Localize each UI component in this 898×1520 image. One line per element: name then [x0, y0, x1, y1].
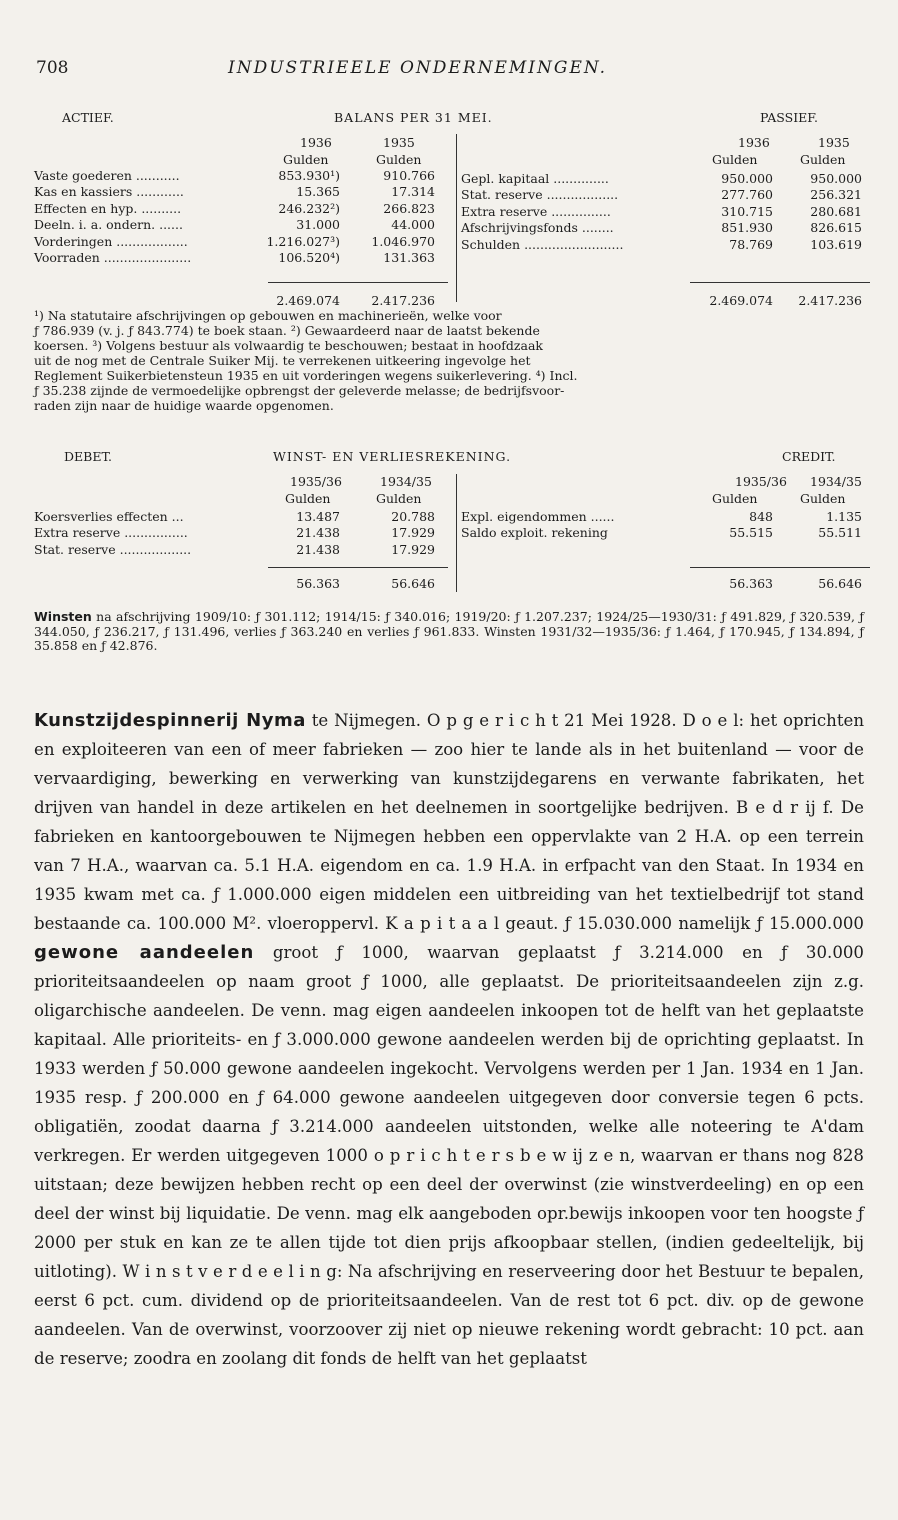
actief-total-1936: 2.469.074: [276, 293, 340, 308]
share-type-emphasis: gewone aandeelen: [34, 942, 255, 963]
unit-credit-1: Gulden: [712, 491, 758, 506]
credit-row-label: Saldo exploit. rekening: [461, 525, 608, 541]
passief-row-value: 280.681: [810, 203, 862, 219]
credit-total-2: 56.646: [818, 576, 862, 591]
debet-row-value: 17.929: [391, 541, 435, 557]
credit-row-value: 848: [749, 509, 773, 524]
passief-row-label: Extra reserve ...............: [461, 203, 611, 219]
unit-credit-2: Gulden: [800, 491, 846, 506]
earnings-text: na afschrijving 1909/10: ƒ 301.112; 1914/15: ƒ 340.016; 1919/20: ƒ 1.207.237; 1924/25—1930/31: ƒ 491.829, ƒ 320.539, ƒ 344.050, ƒ 236.217, ƒ 131.496, verlies ƒ 363.240 en verlies ƒ 961.833. Winsten 1931/32—1935/36: ƒ 1.464, ƒ 170.945, ƒ 134.894, ƒ 35.858 en ƒ 42.876.: [34, 609, 864, 653]
actief-row-value: 17.314: [391, 184, 435, 200]
credit-row-value: 55.515: [729, 525, 773, 541]
running-title: INDUSTRIEELE ONDERNEMINGEN.: [228, 58, 608, 78]
passief-row-value: 277.760: [721, 187, 773, 203]
passief-total-rule: [690, 282, 870, 283]
actief-row-value: 853.930¹): [278, 168, 340, 183]
actief-row-label: Deeln. i. a. ondern. ......: [34, 217, 183, 233]
passief-label: PASSIEF.: [760, 110, 818, 125]
credit-total-1: 56.363: [729, 576, 773, 591]
actief-row-value: 1.216.027³): [266, 233, 340, 249]
footnote-line: uit de nog met de Centrale Suiker Mij. te verrekenen uitkeering ingevolge het: [34, 353, 531, 368]
actief-row-value: 131.363: [383, 250, 435, 265]
actief-total-1935: 2.417.236: [371, 293, 435, 308]
profit-loss-divider: [456, 474, 457, 592]
year-1935-36: 1935/36: [290, 474, 342, 489]
year-1935-36-right: 1935/36: [735, 474, 787, 489]
actief-row-value: 106.520⁴): [278, 250, 340, 265]
unit-1936-right: Gulden: [712, 152, 758, 167]
company-name: Kunstzijdespinnerij Nyma: [34, 710, 306, 731]
passief-row-label: Afschrijvingsfonds ........: [461, 220, 614, 236]
unit-debet-1: Gulden: [285, 491, 331, 506]
footnote-line: raden zijn naar de huidige waarde opgenomen.: [34, 398, 334, 413]
company-entry: [34, 706, 864, 1373]
footnote-line: ƒ 35.238 zijnde de vermoedelijke opbrengst der geleverde melasse; de bedrijfsvoor-: [34, 383, 565, 398]
footnote-line: koersen. ³) Volgens bestuur als volwaardig te beschouwen; bestaat in hoofdzaak: [34, 338, 543, 353]
footnote-line: Reglement Suikerbietensteun 1935 en uit vorderingen wegens suikerlevering. ⁴) Incl.: [34, 368, 578, 383]
passief-row-label: Gepl. kapitaal ..............: [461, 171, 609, 186]
year-1934-35-right: 1934/35: [810, 474, 862, 489]
actief-row-label: Effecten en hyp. ..........: [34, 200, 182, 216]
credit-row-label: Expl. eigendommen ......: [461, 509, 615, 524]
debet-row-label: Stat. reserve ..................: [34, 541, 192, 557]
actief-row-value: 910.766: [383, 168, 435, 183]
year-1934-35: 1934/35: [380, 474, 432, 489]
debet-total-1: 56.363: [296, 576, 340, 591]
debet-row-value: 21.438: [296, 541, 340, 557]
debet-row-label: Extra reserve ................: [34, 525, 188, 541]
year-1936-right: 1936: [738, 135, 770, 150]
passief-total-1936: 2.469.074: [709, 293, 773, 308]
debet-label: DEBET.: [64, 449, 112, 464]
passief-row-value: 950.000: [810, 171, 862, 186]
passief-row-label: Schulden .........................: [461, 236, 624, 252]
passief-row-value: 851.930: [721, 220, 773, 236]
credit-label: CREDIT.: [782, 449, 836, 464]
actief-row-label: Vaste goederen ...........: [34, 168, 180, 183]
passief-row-value: 103.619: [810, 236, 862, 252]
entry-text-part-2: groot ƒ 1000, waarvan geplaatst ƒ 3.214.000 en ƒ 30.000 prioriteitsaandeelen op naam groot ƒ 1000, alle geplaatst. De prioriteitsaandeelen zijn z.g. oligarchische aandeelen. De venn. mag eigen aandeelen inkoopen tot de helft van het geplaatste kapitaal. Alle prioriteits- en ƒ 3.000.000 gewone aandeelen werden bij de oprichting geplaatst. In 1933 werden ƒ 50.000 gewone aandeelen ingekocht. Vervolgens werden per 1 Jan. 1934 en 1 Jan. 1935 resp. ƒ 200.000 en ƒ 64.000 gewone aandeelen uitgegeven door conversie tegen 6 pcts. obligatiën, zoodat daarna ƒ 3.214.000 aandeelen uitstonden, welke alle noteering te A'dam verkregen. Er werden uitgegeven 1000 o p r i c h t e r s b e w ij z e n, waarvan er thans nog 828 uitstaan; deze bewijzen hebben recht op een deel der overwinst (zie winstverdeeling) en op een deel der winst bij liquidatie. De venn. mag elk aangeboden opr.bewijs inkoopen voor ten hoogste ƒ 2000 per stuk en kan ze te allen tijde tot dien prijs afkoopbaar stellen, (indien gedeeltelijk, bij uitloting). W i n s t v e r d e e l i n g: Na afschrijving en reserveering door het Bestuur te bepalen, eerst 6 pct. cum. dividend op de prioriteitsaandeelen. Van de rest tot 6 pct. div. op de gewone aandeelen. Van de overwinst, voorzoover zij niet op nieuwe rekening wordt gebracht: 10 pct. aan de reserve; zoodra en zoolang dit fonds de helft van het geplaatst: [34, 943, 864, 1368]
debet-row-value: 17.929: [391, 525, 435, 541]
passief-total-1935: 2.417.236: [798, 293, 862, 308]
unit-debet-2: Gulden: [376, 491, 422, 506]
passief-row-value: 310.715: [721, 203, 773, 219]
actief-row-value: 246.232²): [278, 200, 340, 216]
page-number: 708: [36, 58, 69, 78]
actief-row-value: 15.365: [296, 184, 340, 200]
unit-1936: Gulden: [283, 152, 329, 167]
actief-label: ACTIEF.: [62, 110, 114, 125]
entry-text-part-1: te Nijmegen. O p g e r i c h t 21 Mei 1928. D o e l: het oprichten en exploiteeren van een of meer fabrieken — zoo hier te lande als in het buitenland — voor de vervaardiging, bewerking en verwerking van kunstzijdegarens en verwante fabrikaten, het drijven van handel in deze artikelen en het deelnemen in soortgelijke bedrijven. B e d r ij f. De fabrieken en kantoorgebouwen te Nijmegen hebben een oppervlakte van 2 H.A. op een terrein van 7 H.A., waarvan ca. 5.1 H.A. eigendom en ca. 1.9 H.A. in erfpacht van den Staat. In 1934 en 1935 kwam met ca. ƒ 1.000.000 eigen middelen een uitbreiding van het textielbedrijf tot stand bestaande ca. 100.000 M². vloeroppervl. K a p i t a a l geaut. ƒ 15.030.000 namelijk ƒ 15.000.000: [34, 711, 865, 933]
passief-row-label: Stat. reserve ..................: [461, 187, 619, 203]
passief-row-value: 78.769: [729, 236, 773, 252]
profit-loss-title: WINST- EN VERLIESREKENING.: [273, 449, 512, 464]
debet-row-value: 21.438: [296, 525, 340, 541]
year-1935-right: 1935: [818, 135, 850, 150]
actief-row-label: Voorraden ......................: [34, 250, 192, 265]
passief-row-value: 256.321: [810, 187, 862, 203]
passief-row-value: 826.615: [810, 220, 862, 236]
unit-1935: Gulden: [376, 152, 422, 167]
actief-row-value: 266.823: [383, 200, 435, 216]
actief-row-value: 1.046.970: [371, 233, 435, 249]
actief-row-label: Vorderingen ..................: [34, 233, 188, 249]
debet-total-rule: [268, 567, 448, 568]
actief-row-label: Kas en kassiers ............: [34, 184, 184, 200]
debet-total-2: 56.646: [391, 576, 435, 591]
earnings-lead: Winsten: [34, 609, 92, 624]
actief-row-value: 31.000: [296, 217, 340, 233]
credit-total-rule: [690, 567, 870, 568]
debet-row-value: 13.487: [296, 509, 340, 524]
year-1936: 1936: [300, 135, 332, 150]
actief-total-rule: [268, 282, 448, 283]
earnings-history: [34, 610, 864, 654]
unit-1935-right: Gulden: [800, 152, 846, 167]
footnote-line: ƒ 786.939 (v. j. ƒ 843.774) te boek staan. ²) Gewaardeerd naar de laatst bekende: [34, 323, 540, 338]
credit-row-value: 1.135: [826, 509, 862, 524]
passief-row-value: 950.000: [721, 171, 773, 186]
actief-row-value: 44.000: [391, 217, 435, 233]
credit-row-value: 55.511: [818, 525, 862, 541]
debet-row-label: Koersverlies effecten ...: [34, 509, 184, 524]
balance-divider: [456, 134, 457, 302]
debet-row-value: 20.788: [391, 509, 435, 524]
year-1935: 1935: [383, 135, 415, 150]
footnote-line: ¹) Na statutaire afschrijvingen op gebouwen en machinerieën, welke voor: [34, 308, 502, 323]
balance-title: BALANS PER 31 MEI.: [334, 110, 493, 125]
